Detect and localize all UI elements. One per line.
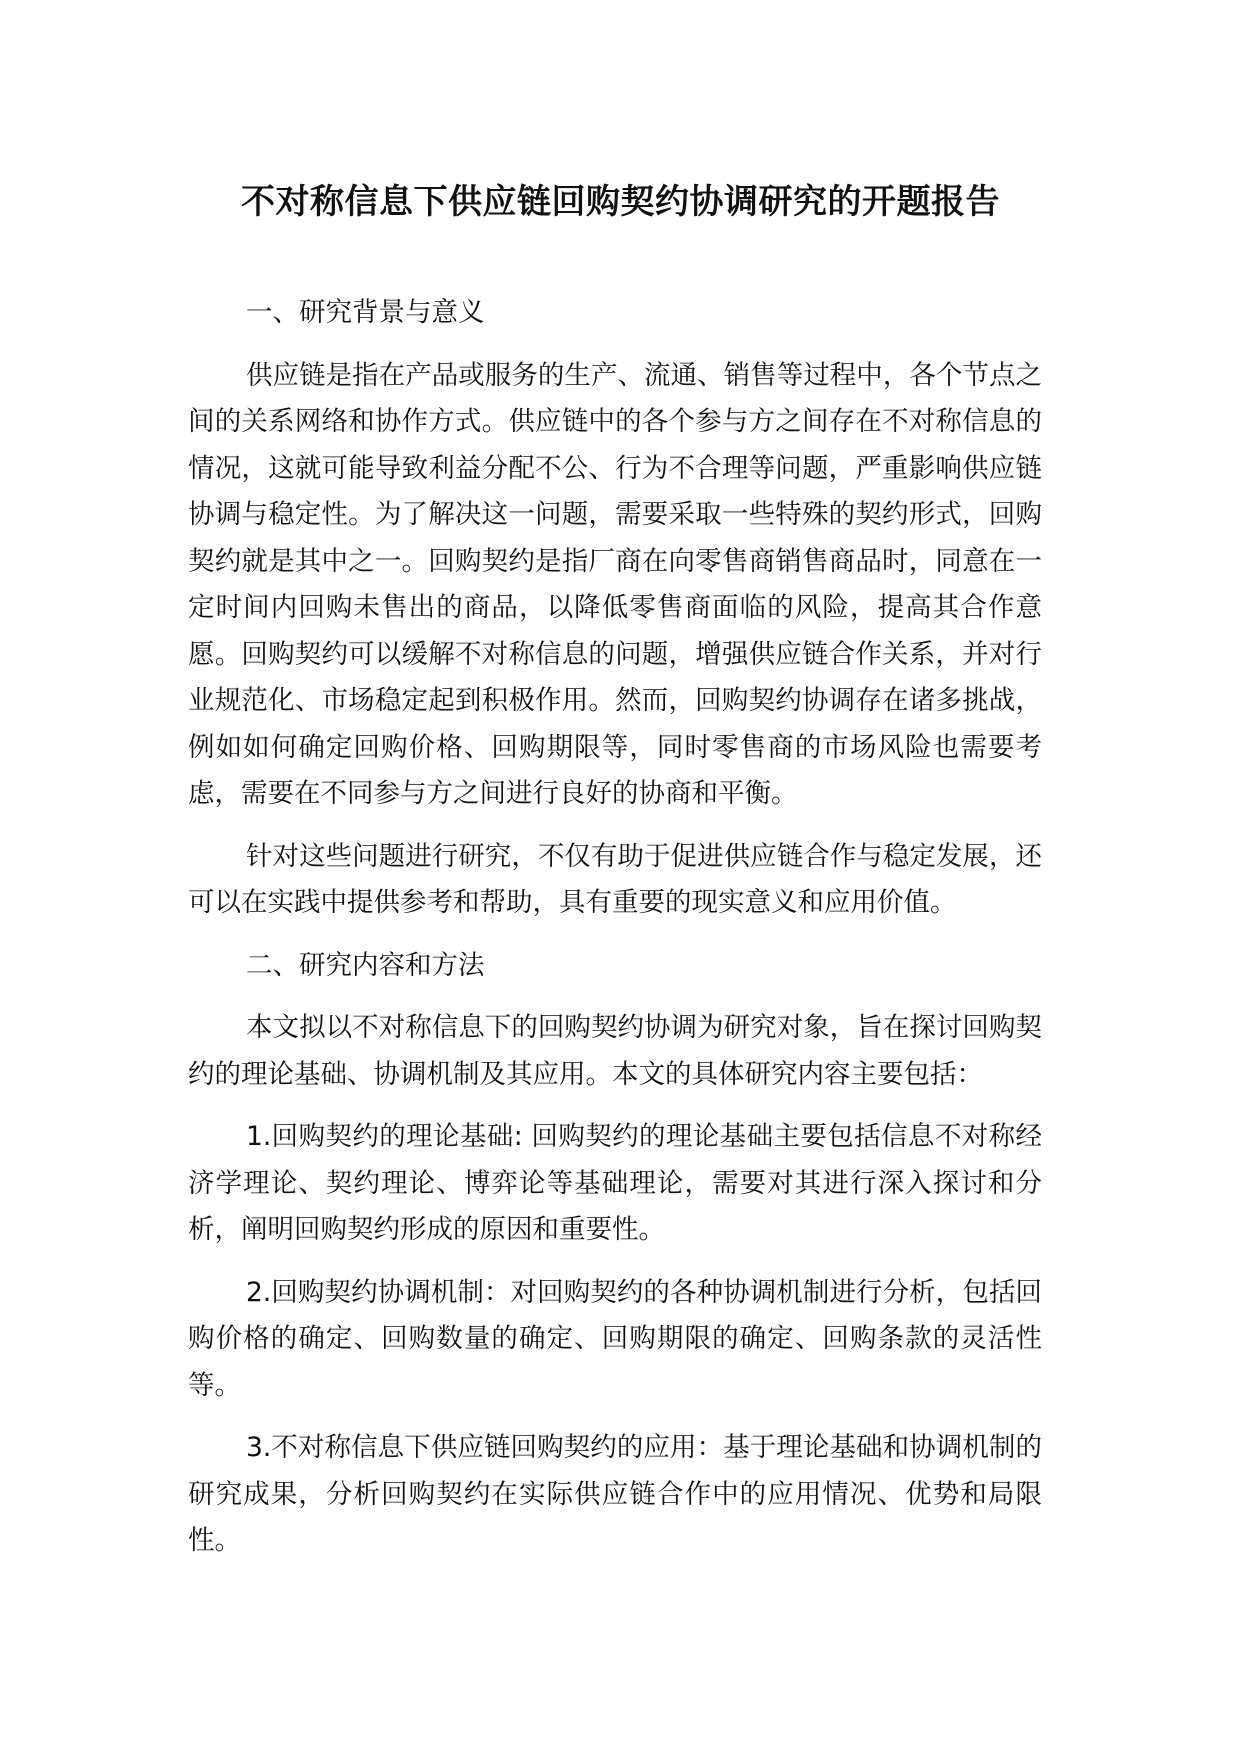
document-title: 不对称信息下供应链回购契约协调研究的开题报告 [241, 182, 1000, 222]
paragraph-research-object: 本文拟以不对称信息下的回购契约协调为研究对象，旨在探讨回购契约的理论基础、协调机制及其应用。本文的具体研究内容主要包括： [188, 1012, 1042, 1090]
section-heading-background: 一、研究背景与意义 [246, 297, 485, 328]
list-item-application: 3.不对称信息下供应链回购契约的应用：基于理论基础和协调机制的研究成果，分析回购契约在实际供应链合作中的应用情况、优势和局限性。 [188, 1432, 1042, 1556]
list-item-theoretical-basis: 1.回购契约的理论基础: 回购契约的理论基础主要包括信息不对称经济学理论、契约理论、博弈论等基础理论，需要对其进行深入探讨和分析，阐明回购契约形成的原因和重要性。 [188, 1121, 1042, 1245]
paragraph-research-significance: 针对这些问题进行研究，不仅有助于促进供应链合作与稳定发展，还可以在实践中提供参考和帮助，具有重要的现实意义和应用价值。 [188, 840, 1042, 918]
section-heading-content-methods: 二、研究内容和方法 [246, 949, 485, 981]
document-body [188, 290, 1042, 1581]
paragraph-supply-chain-background: 供应链是指在产品或服务的生产、流通、销售等过程中，各个节点之间的关系网络和协作方式。供应链中的各个参与方之间存在不对称信息的情况，这就可能导致利益分配不公、行为不合理等问题，严重影响供应链协调与稳定性。为了解决这一问题，需要采取一些特殊的契约形式，回购契约就是其中之一。回购契约是指厂商在向零售商销售商品时，同意在一定时间内回购未售出的商品，以降低零售商面临的风险，提高其合作意愿。回购契约可以缓解不对称信息的问题，增强供应链合作关系，并对行业规范化、市场稳定起到积极作用。然而，回购契约协调存在诸多挑战，例如如何确定回购价格、回购期限等，同时零售商的市场风险也需要考虑，需要在不同参与方之间进行良好的协商和平衡。 [188, 359, 1042, 809]
list-item-coordination-mechanism: 2.回购契约协调机制：对回购契约的各种协调机制进行分析，包括回购价格的确定、回购数量的确定、回购期限的确定、回购条款的灵活性等。 [188, 1276, 1042, 1401]
